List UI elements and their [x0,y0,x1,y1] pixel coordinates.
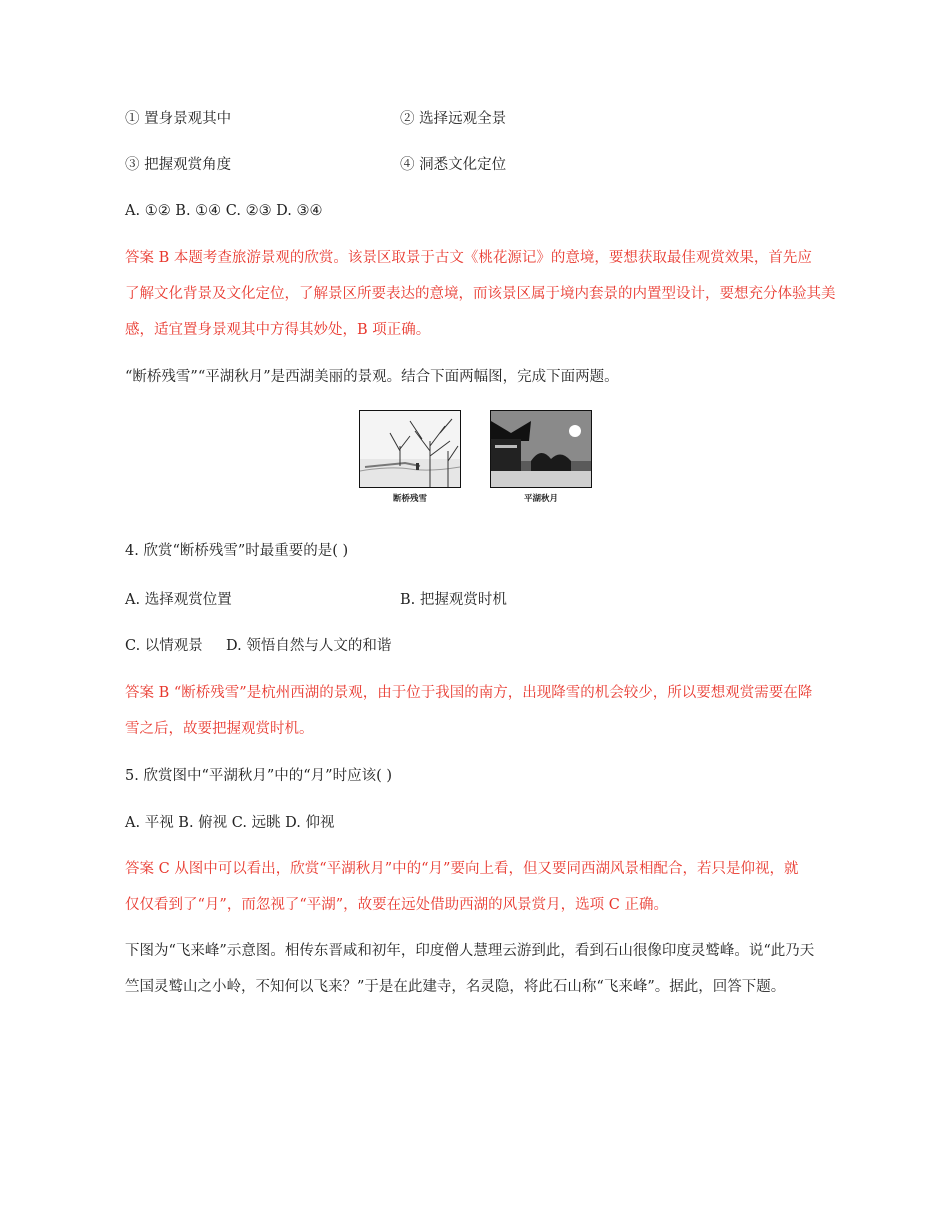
q3-option-row-1 [125,109,507,129]
q4-option-a: A. 选择观赏位置 [125,592,232,608]
q4-answer-line-2: 雪之后，故要把握观赏时机。 [125,721,314,737]
q5-stem: 5. 欣赏图中“平湖秋月”中的“月”时应该( ) [125,768,393,784]
q4-option-row-1 [125,590,507,610]
q4-option-row-2 [125,636,392,656]
q5-choices: A. 平视 B. 俯视 C. 远眺 D. 仰视 [125,815,335,831]
q3-choices: A. ①② B. ①④ C. ②③ D. ③④ [125,203,323,219]
autumn-moon-photo [490,410,592,488]
broken-bridge-photo [359,410,461,488]
q3-option-1: ① 置身景观其中 [125,111,232,127]
q3-answer-line-3: 感，适宜置身景观其中方得其妙处，B 项正确。 [125,322,431,338]
q3-answer-line-1: 答案 B 本题考查旅游景观的欣赏。该景区取景于古文《桃花源记》的意境，要想获取最佳观赏效果，首先应 [125,250,812,266]
q4-stem: 4. 欣赏“断桥残雪”时最重要的是( ) [125,543,349,559]
feilai-intro-line-1: 下图为“飞来峰”示意图。相传东晋咸和初年，印度僧人慧理云游到此，看到石山很像印度灵鹫峰。说“此乃天 [125,943,815,959]
broken-bridge-caption: 断桥残雪 [392,494,427,504]
q4-option-d: D. 领悟自然与人文的和谐 [226,638,392,654]
q4-option-c: C. 以情观景 [125,638,203,654]
feilai-intro-line-2: 竺国灵鹫山之小岭，不知何以飞来？”于是在此建寺，名灵隐，将此石山称“飞来峰”。据此，回答下题。 [125,979,786,995]
q3-option-row-2 [125,155,507,175]
autumn-moon-caption: 平湖秋月 [523,494,558,504]
q3-option-2: ② 选择远观全景 [400,111,507,127]
q3-option-3: ③ 把握观赏角度 [125,157,232,173]
q3-answer-line-2: 了解文化背景及文化定位，了解景区所要表达的意境，而该景区属于境内套景的内置型设计，要想充分体验其美 [125,286,836,302]
q5-answer-line-1: 答案 C 从图中可以看出，欣赏“平湖秋月”中的“月”要向上看，但又要同西湖风景相配合，若只是仰视，就 [125,861,799,877]
west-lake-intro: “断桥残雪”“平湖秋月”是西湖美丽的景观。结合下面两幅图，完成下面两题。 [125,369,619,385]
q5-answer-line-2: 仅仅看到了“月”，而忽视了“平湖”，故要在远处借助西湖的风景赏月，选项 C 正确。 [125,897,668,913]
q4-answer-line-1: 答案 B “断桥残雪”是杭州西湖的景观，由于位于我国的南方，出现降雪的机会较少，所以要想观赏需要在降 [125,685,813,701]
q4-option-b: B. 把握观赏时机 [400,592,507,608]
q3-option-4: ④ 洞悉文化定位 [400,157,507,173]
